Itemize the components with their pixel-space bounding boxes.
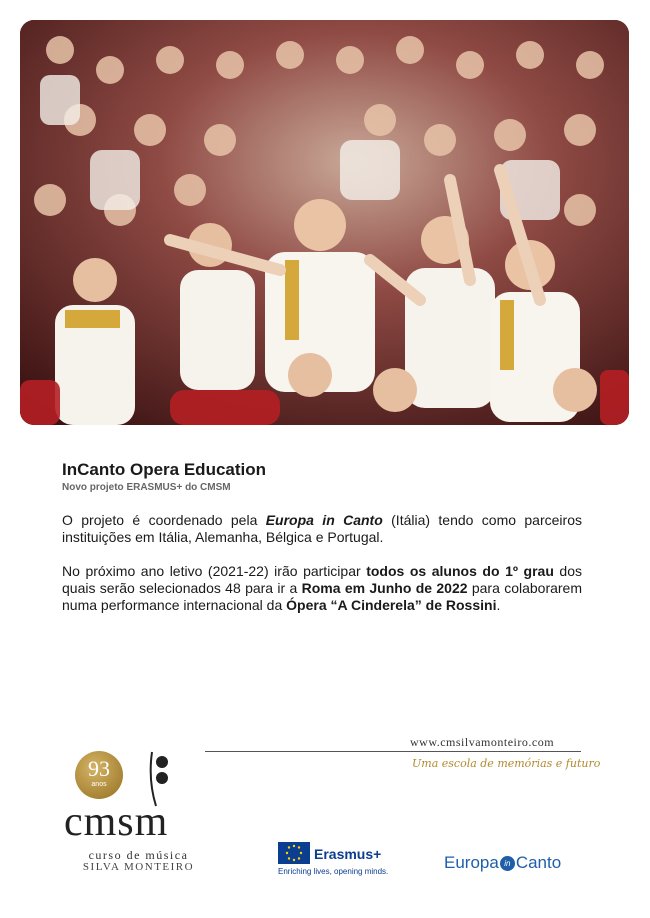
school-name-line1: curso de música	[88, 848, 189, 862]
article-title: InCanto Opera Education	[62, 460, 267, 479]
canto-word: Canto	[515, 853, 562, 872]
badge-number: 93	[88, 756, 110, 781]
eu-flag-icon	[278, 842, 310, 864]
in-badge-icon: in	[500, 856, 515, 871]
europa-in-canto-logo	[444, 853, 561, 873]
paragraph-participation: No próximo ano letivo (2021-22) irão participar todos os alunos do 1º grau dos quais serão selecionados 48 para ir a Roma em Junho de 2022 para colaborarem numa performance internacional da Ópera “A Cinderela” de Rossini.	[62, 563, 583, 613]
photo-illustration	[20, 20, 629, 425]
children-choir-photo	[20, 20, 629, 425]
footer-divider	[205, 751, 581, 752]
article-subtitle: Novo projeto ERASMUS+ do CMSM	[62, 482, 231, 493]
cmsm-acronym: cmsm	[64, 799, 169, 845]
school-name-line2: SILVA MONTEIRO	[82, 861, 195, 873]
anniversary-badge	[75, 751, 123, 799]
europa-word: Europa	[444, 853, 499, 872]
paragraph-coordination: O projeto é coordenado pela Europa in Canto (Itália) tendo como parceiros instituições em Itália, Alemanha, Bélgica e Portugal.	[62, 512, 582, 545]
erasmus-logo	[278, 840, 398, 880]
school-motto: Uma escola de memórias e futuro	[412, 757, 601, 770]
erasmus-tagline: Enriching lives, opening minds.	[278, 867, 389, 876]
cmsm-logo	[62, 748, 207, 873]
erasmus-name: Erasmus+	[314, 846, 382, 862]
website-url: www.cmsilvamonteiro.com	[410, 735, 555, 749]
badge-label: anos	[91, 781, 107, 788]
